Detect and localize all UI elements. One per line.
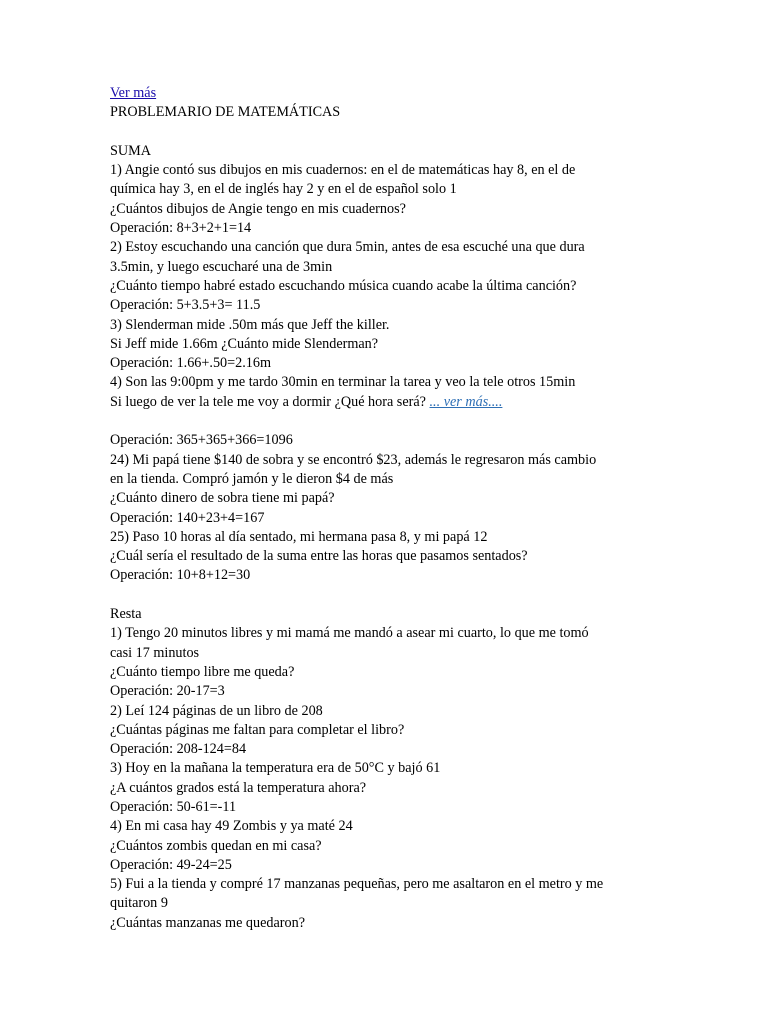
resta-line: ¿Cuántas páginas me faltan para completar el libro? [110, 721, 405, 738]
continuation-line: 25) Paso 10 horas al día sentado, mi hermana pasa 8, y mi papá 12 [110, 528, 488, 545]
header-link-line [110, 84, 670, 103]
continuation-line: Operación: 140+23+4=167 [110, 509, 265, 526]
continuation-line: ¿Cuánto dinero de sobra tiene mi papá? [110, 490, 335, 507]
suma-last-line-text: Si luego de ver la tele me voy a dormir ¿Qué hora será? [110, 393, 426, 410]
resta-line: 1) Tengo 20 minutos libres y mi mamá me mandó a asear mi cuarto, lo que me tomó [110, 625, 589, 642]
resta-line: casi 17 minutos [110, 644, 200, 661]
resta-line: 4) En mi casa hay 49 Zombis y ya maté 24 [110, 818, 353, 835]
ver-mas-inline-link[interactable]: ... ver más.... [429, 393, 503, 410]
spacer [110, 412, 670, 431]
continuation-line: Operación: 365+365+366=1096 [110, 432, 293, 449]
resta-heading: Resta [110, 606, 142, 623]
resta-line: ¿Cuántos zombis quedan en mi casa? [110, 837, 322, 854]
resta-line: 5) Fui a la tienda y compré 17 manzanas pequeñas, pero me asaltaron en el metro y me [110, 876, 604, 893]
resta-line: ¿Cuántas manzanas me quedaron? [110, 914, 305, 931]
ver-mas-link[interactable]: Ver más [110, 85, 157, 101]
resta-line: Operación: 20-17=3 [110, 683, 225, 700]
suma-line: 1) Angie contó sus dibujos en mis cuadernos: en el de matemáticas hay 8, en el de [110, 162, 576, 179]
resta-line: 3) Hoy en la mañana la temperatura era de 50°C y bajó 61 [110, 760, 441, 777]
resta-section [110, 605, 670, 933]
suma-line: Operación: 8+3+2+1=14 [110, 220, 252, 237]
resta-line: Operación: 49-24=25 [110, 856, 232, 873]
spacer [110, 123, 670, 142]
resta-line: 2) Leí 124 páginas de un libro de 208 [110, 702, 323, 719]
resta-line: Operación: 50-61=-11 [110, 798, 237, 815]
suma-last-line [110, 393, 670, 412]
continuation-line: Operación: 10+8+12=30 [110, 567, 251, 584]
continuation-section [110, 431, 670, 585]
suma-line: 2) Estoy escuchando una canción que dura 5min, antes de esa escuché una que dura [110, 239, 585, 256]
suma-line: 4) Son las 9:00pm y me tardo 30min en terminar la tarea y veo la tele otros 15min [110, 374, 576, 391]
suma-line: ¿Cuánto tiempo habré estado escuchando música cuando acabe la última canción? [110, 277, 577, 294]
resta-line: quitaron 9 [110, 895, 168, 912]
document-page [110, 84, 670, 933]
suma-line: Si Jeff mide 1.66m ¿Cuánto mide Slenderman? [110, 335, 379, 352]
suma-line: Operación: 5+3.5+3= 11.5 [110, 297, 261, 314]
continuation-line: ¿Cuál sería el resultado de la suma entre las horas que pasamos sentados? [110, 548, 528, 565]
suma-line: Operación: 1.66+.50=2.16m [110, 355, 272, 372]
suma-line: 3) Slenderman mide .50m más que Jeff the killer. [110, 316, 390, 333]
document-title: PROBLEMARIO DE MATEMÁTICAS [110, 104, 341, 121]
resta-line: Operación: 208-124=84 [110, 741, 247, 758]
suma-line: ¿Cuántos dibujos de Angie tengo en mis cuadernos? [110, 200, 406, 217]
suma-line: 3.5min, y luego escucharé una de 3min [110, 258, 333, 275]
suma-line: química hay 3, en el de inglés hay 2 y en el de español solo 1 [110, 181, 457, 198]
suma-heading: SUMA [110, 142, 151, 159]
resta-line: ¿A cuántos grados está la temperatura ahora? [110, 779, 367, 796]
suma-section [110, 142, 670, 412]
spacer [110, 586, 670, 605]
resta-line: ¿Cuánto tiempo libre me queda? [110, 663, 295, 680]
continuation-line: 24) Mi papá tiene $140 de sobra y se encontró $23, además le regresaron más cambio [110, 451, 597, 468]
continuation-line: en la tienda. Compró jamón y le dieron $4 de más [110, 470, 394, 487]
